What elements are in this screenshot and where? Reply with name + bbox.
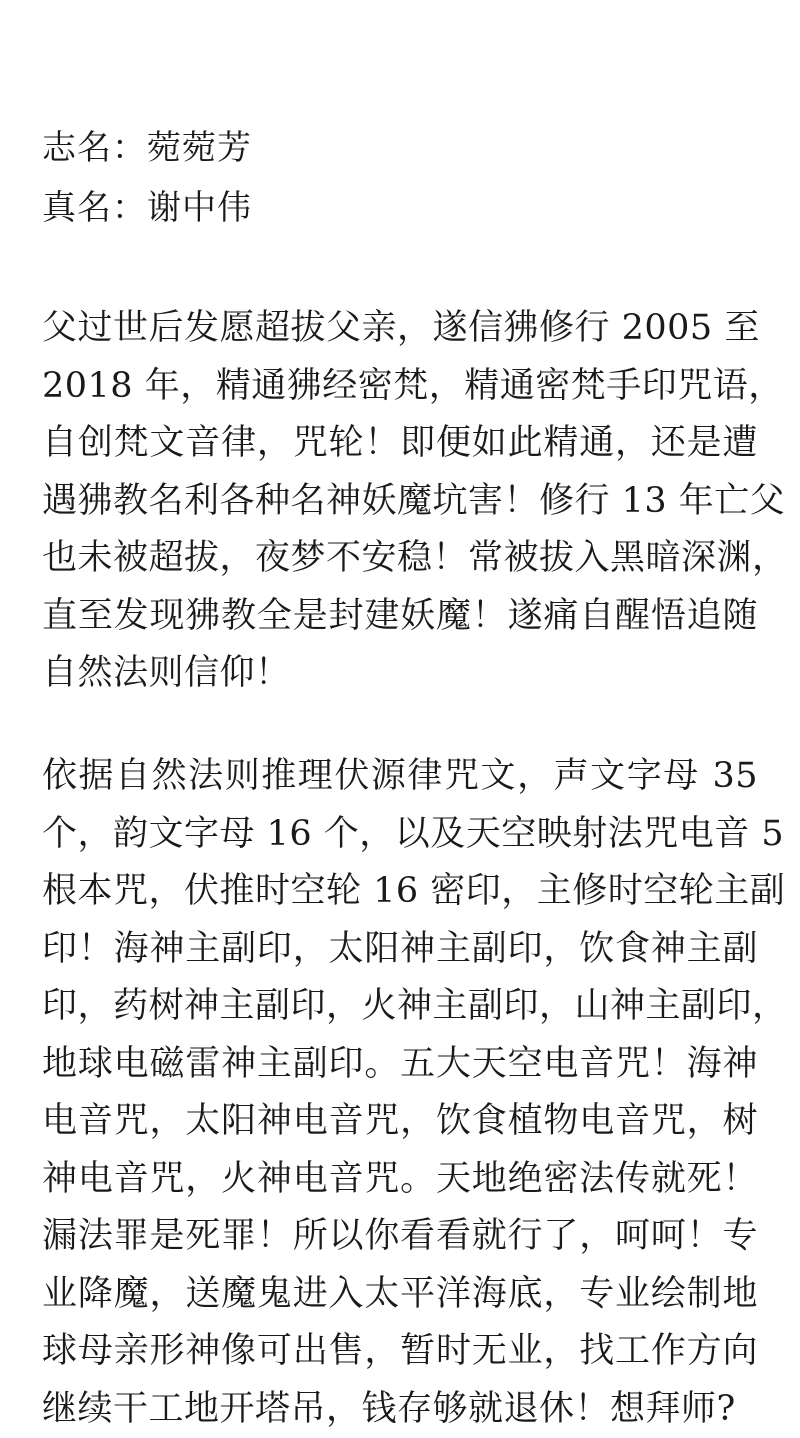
text-line: 个，韵文字母 16 个，以及天空映射法咒电音 5 bbox=[42, 806, 758, 864]
paragraph-intro bbox=[42, 300, 758, 703]
text-line: 神电音咒，火神电音咒。天地绝密法传就死！ bbox=[42, 1151, 758, 1209]
text-line: 印！海神主副印，太阳神主副印，饮食神主副 bbox=[42, 921, 758, 979]
text-line: 也未被超拔，夜梦不安稳！常被拔入黑暗深渊， bbox=[42, 530, 758, 588]
text-line: 地球电磁雷神主副印。五大天空电音咒！海神 bbox=[42, 1036, 758, 1094]
text-line: 球母亲形神像可出售，暂时无业，找工作方向 bbox=[42, 1323, 758, 1381]
text-line: 自然法则信仰！ bbox=[42, 645, 758, 703]
paragraph-details bbox=[42, 748, 758, 1438]
text-line: 业降魔，送魔鬼进入太平洋海底，专业绘制地 bbox=[42, 1266, 758, 1324]
text-line: 印，药树神主副印，火神主副印，山神主副印， bbox=[42, 978, 758, 1036]
name-header bbox=[42, 118, 758, 238]
text-line: 父过世后发愿超拔父亲，遂信狒修行 2005 至 bbox=[42, 300, 758, 358]
text-line: 依据自然法则推理伏源律咒文，声文字母 35 bbox=[42, 748, 758, 806]
text-line: 直至发现狒教全是封建妖魔！遂痛自醒悟追随 bbox=[42, 588, 758, 646]
text-line: 漏法罪是死罪！所以你看看就行了，呵呵！专 bbox=[42, 1208, 758, 1266]
text-line: 继续干工地开塔吊，钱存够就退休！想拜师? bbox=[42, 1381, 758, 1438]
real-name: 真名：谢中伟 bbox=[42, 178, 758, 238]
text-line: 电音咒，太阳神电音咒，饮食植物电音咒，树 bbox=[42, 1093, 758, 1151]
religious-name: 志名：菀菀芳 bbox=[42, 118, 758, 178]
text-line: 根本咒，伏推时空轮 16 密印，主修时空轮主副 bbox=[42, 863, 758, 921]
text-line: 自创梵文音律，咒轮！即便如此精通，还是遭 bbox=[42, 415, 758, 473]
text-line: 2018 年，精通狒经密梵，精通密梵手印咒语， bbox=[42, 358, 758, 416]
text-line: 遇狒教名利各种名神妖魔坑害！修行 13 年亡父 bbox=[42, 473, 758, 531]
